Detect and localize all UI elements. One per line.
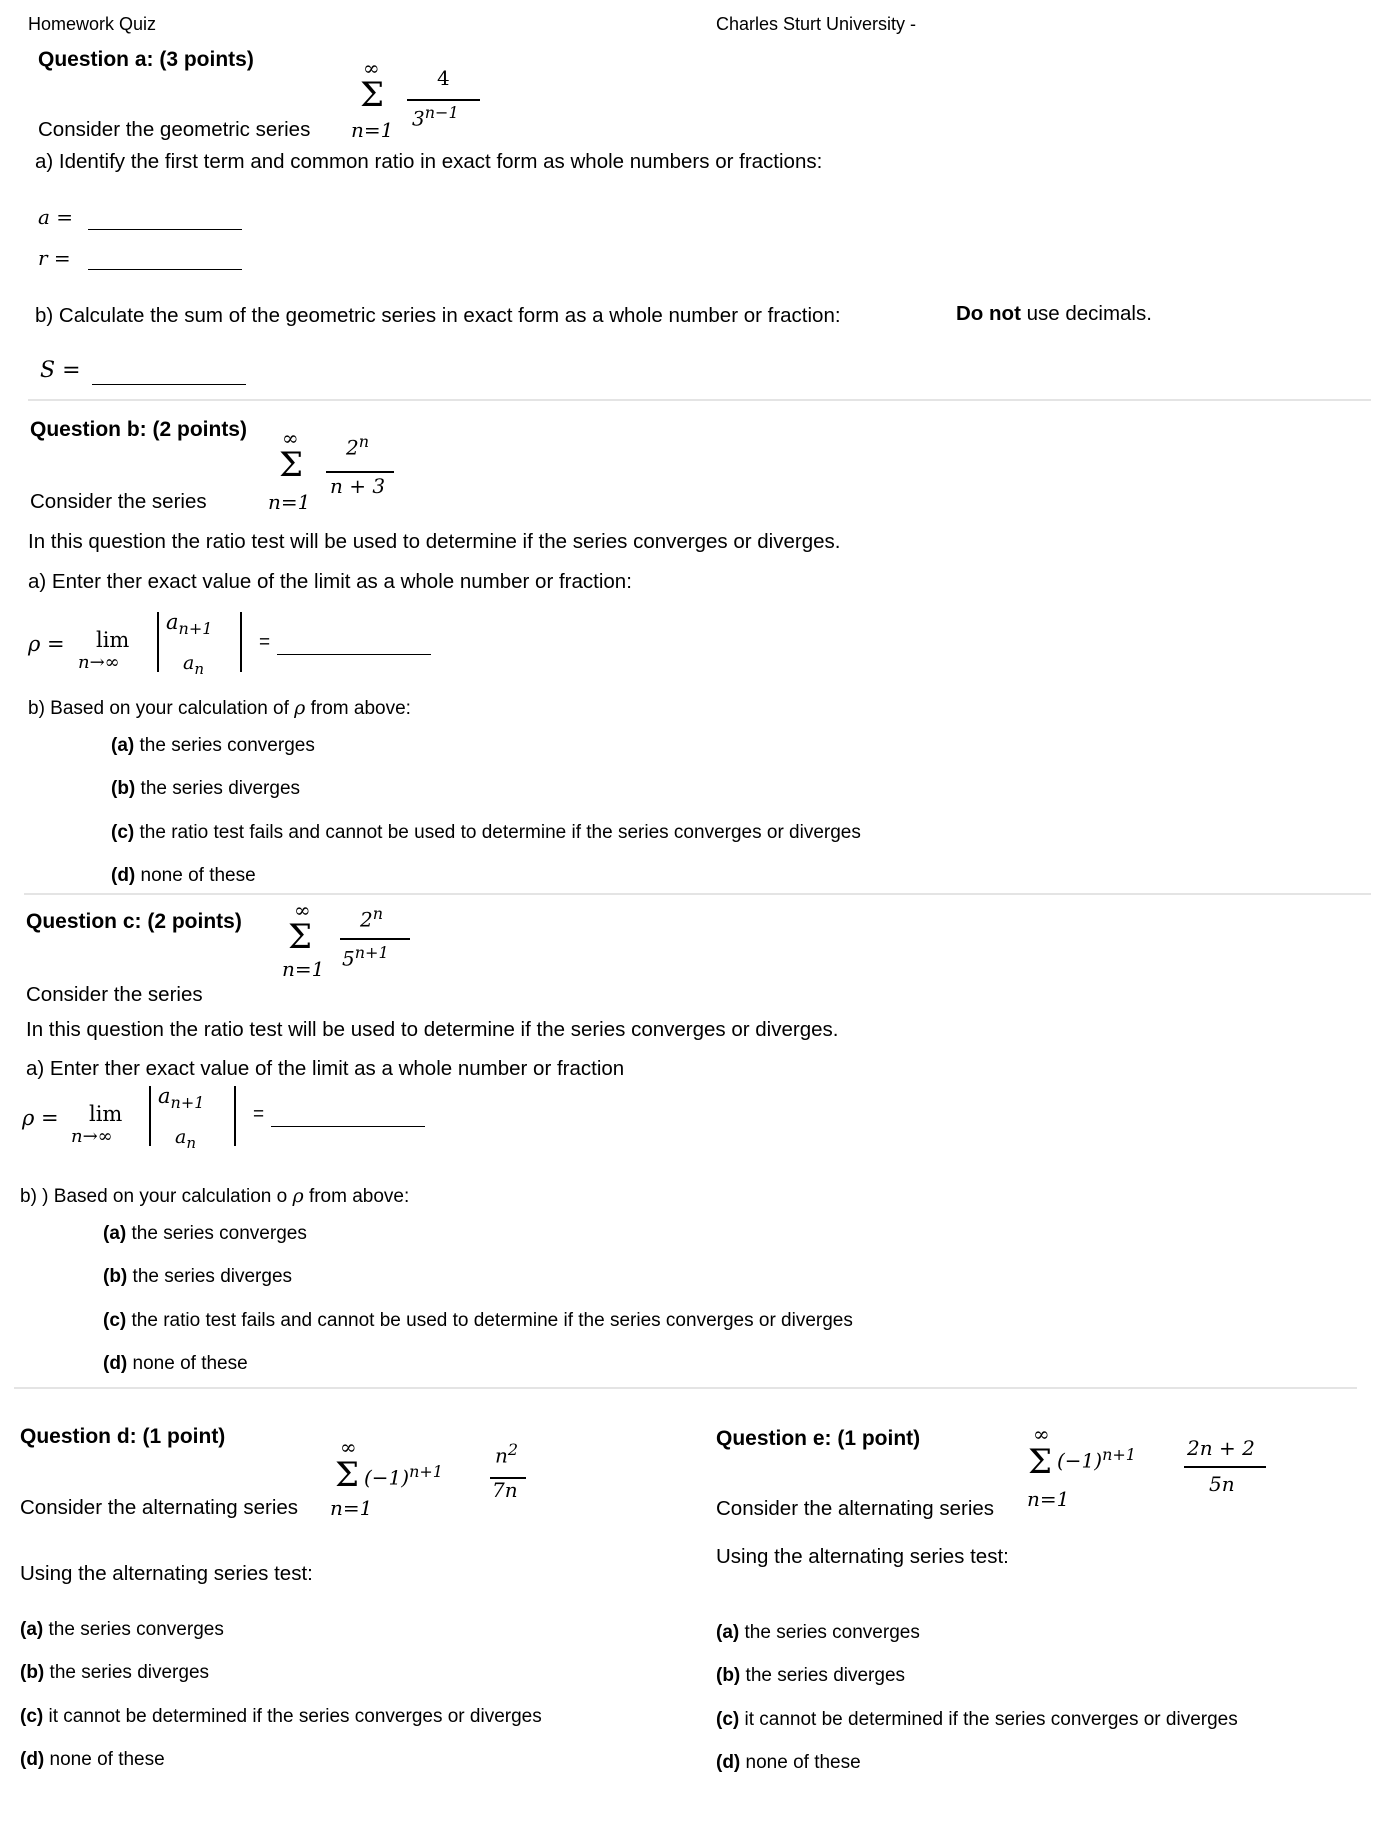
option-letter: (a) — [103, 1223, 127, 1244]
divider — [14, 1387, 1357, 1389]
option-letter: (d) — [103, 1353, 128, 1374]
option-a[interactable] — [716, 1622, 920, 1644]
sum-lower-limit: n=1 — [282, 957, 325, 981]
option-text: the series converges — [43, 1619, 224, 1640]
option-text: none of these — [135, 865, 256, 886]
option-b[interactable] — [20, 1662, 209, 1684]
alternating-factor: $(-1)^{n+1}$ — [364, 1462, 443, 1490]
divider — [24, 893, 1371, 895]
question-e-title: Question e: (1 point) — [716, 1427, 921, 1450]
fraction-line — [326, 471, 394, 473]
sum-upper-limit: ∞ — [363, 56, 380, 80]
option-b[interactable] — [716, 1665, 905, 1687]
sum-lower-limit: n=1 — [268, 490, 311, 514]
series-numerator: 2$^n$ — [360, 904, 384, 932]
option-letter: (a) — [20, 1619, 44, 1640]
option-letter: (a) — [716, 1622, 740, 1643]
series-denominator: 5n — [1209, 1472, 1235, 1496]
part-b-instruction — [28, 697, 411, 720]
option-text: the ratio test fails and cannot be used to determine if the series converges or diverges — [134, 822, 861, 843]
option-text: the series converges — [134, 735, 315, 756]
abs-bar-right — [234, 1086, 236, 1146]
option-text: it cannot be determined if the series converges or diverges — [43, 1706, 542, 1727]
ratio-numerator: $a_{n+1}$ — [166, 610, 213, 639]
part-b-post: from above: — [303, 1186, 410, 1207]
option-b[interactable] — [111, 778, 300, 800]
option-text: none of these — [127, 1353, 248, 1374]
abs-bar-left — [149, 1086, 151, 1146]
lim-subscript: n→∞ — [78, 652, 120, 673]
sum-lower-limit: n=1 — [330, 1496, 373, 1520]
header-left: Homework Quiz — [28, 14, 157, 34]
alternating-factor: $(-1)^{n+1}$ — [1057, 1445, 1136, 1473]
part-a-instruction: a) Enter ther exact value of the limit as a whole number or fraction: — [28, 570, 632, 593]
part-b-instruction — [20, 1185, 409, 1208]
series-denominator: 7n — [492, 1478, 518, 1502]
series-numerator: 2n + 2 — [1187, 1436, 1255, 1460]
header-right: Charles Sturt University - — [716, 14, 917, 34]
sigma-symbol: Σ — [279, 445, 304, 485]
option-c[interactable] — [716, 1709, 1238, 1731]
option-letter: (b) — [20, 1662, 45, 1683]
first-term-label: a = — [38, 205, 74, 229]
sum-lower-limit: n=1 — [1027, 1487, 1070, 1511]
option-letter: (d) — [20, 1749, 45, 1770]
first-term-input[interactable] — [88, 203, 242, 230]
option-text: the series diverges — [135, 778, 301, 799]
fraction-line — [340, 938, 410, 940]
option-letter: (b) — [111, 778, 136, 799]
part-b-pre: b) ) Based on your calculation o — [20, 1186, 293, 1207]
fraction-line — [1184, 1466, 1266, 1468]
sigma-symbol: Σ — [288, 917, 313, 957]
series-intro: Consider the series — [30, 490, 207, 513]
ratio-denominator: $a_n$ — [183, 652, 204, 678]
option-a[interactable] — [20, 1619, 224, 1641]
part-a-instruction: a) Enter ther exact value of the limit as a whole number or fraction — [26, 1057, 625, 1080]
option-letter: (c) — [111, 822, 135, 843]
divider — [28, 399, 1371, 401]
option-a[interactable] — [111, 735, 315, 757]
series-numerator: 2$^n$ — [346, 432, 370, 460]
option-d[interactable] — [20, 1749, 165, 1771]
series-intro: Consider the alternating series — [20, 1496, 299, 1519]
series-intro: Consider the geometric series — [38, 118, 311, 141]
option-text: the series diverges — [740, 1665, 906, 1686]
abs-bar-left — [157, 612, 159, 672]
rho-symbol: ρ — [292, 1185, 304, 1207]
option-letter: (c) — [20, 1706, 44, 1727]
option-d[interactable] — [103, 1353, 248, 1375]
part-b-pre: b) Based on your calculation of — [28, 698, 295, 719]
option-b[interactable] — [103, 1266, 292, 1288]
option-d[interactable] — [716, 1752, 861, 1774]
option-letter: (b) — [716, 1665, 741, 1686]
option-d[interactable] — [111, 865, 256, 887]
rho-label: ρ = — [22, 1106, 59, 1130]
equals-sign: = — [253, 1104, 265, 1125]
sum-input[interactable] — [92, 358, 246, 385]
sum-upper-limit: ∞ — [282, 426, 299, 450]
no-decimals-note — [956, 302, 1152, 326]
part-b-instruction: b) Calculate the sum of the geometric series in exact form as a whole number or fraction: — [35, 304, 841, 327]
lim-subscript: n→∞ — [71, 1126, 113, 1147]
note-bold: Do not — [956, 302, 1021, 325]
sum-upper-limit: ∞ — [1033, 1422, 1050, 1446]
rho-label: ρ = — [28, 632, 65, 656]
rho-symbol: ρ — [294, 697, 306, 719]
fraction-line — [407, 99, 480, 101]
part-a-instruction: a) Identify the first term and common ratio in exact form as whole numbers or fractions: — [35, 150, 823, 173]
ratio-test-description: In this question the ratio test will be used to determine if the series converges or diverges. — [26, 1018, 839, 1041]
option-letter: (d) — [111, 865, 136, 886]
series-denominator: $3^{n-1}$ — [412, 103, 459, 131]
option-letter: (c) — [716, 1709, 740, 1730]
sigma-symbol: Σ — [360, 75, 385, 115]
test-instruction: Using the alternating series test: — [20, 1562, 313, 1585]
option-text: the ratio test fails and cannot be used to determine if the series converges or diverges — [126, 1310, 853, 1331]
common-ratio-label: r = — [38, 246, 71, 270]
ratio-denominator: $a_n$ — [175, 1126, 196, 1152]
series-intro: Consider the alternating series — [716, 1497, 995, 1520]
sigma-symbol: Σ — [335, 1455, 360, 1495]
sum-upper-limit: ∞ — [294, 898, 311, 922]
series-denominator: $5^{n+1}$ — [342, 943, 389, 971]
test-instruction: Using the alternating series test: — [716, 1545, 1009, 1568]
question-b-title: Question b: (2 points) — [30, 418, 247, 441]
question-a-title: Question a: (3 points) — [38, 48, 254, 71]
question-c-title: Question c: (2 points) — [26, 910, 242, 933]
option-a[interactable] — [103, 1223, 307, 1245]
part-b-post: from above: — [305, 698, 411, 719]
series-numerator: $n^2$ — [495, 1440, 519, 1468]
option-letter: (b) — [103, 1266, 128, 1287]
series-numerator: 4 — [437, 66, 450, 90]
common-ratio-input[interactable] — [88, 243, 242, 270]
option-c[interactable] — [20, 1706, 542, 1728]
sum-label: S = — [40, 358, 81, 383]
option-text: it cannot be determined if the series converges or diverges — [739, 1709, 1238, 1730]
option-text: none of these — [740, 1752, 861, 1773]
option-text: the series converges — [126, 1223, 307, 1244]
option-c[interactable] — [103, 1310, 853, 1332]
equals-sign: = — [259, 632, 271, 653]
option-text: the series diverges — [127, 1266, 293, 1287]
series-intro: Consider the series — [26, 983, 203, 1006]
option-text: the series diverges — [44, 1662, 210, 1683]
option-letter: (c) — [103, 1310, 127, 1331]
sigma-symbol: Σ — [1028, 1442, 1053, 1482]
option-text: the series converges — [739, 1622, 920, 1643]
ratio-numerator: $a_{n+1}$ — [158, 1084, 205, 1113]
lim-operator: lim — [89, 1102, 123, 1126]
limit-input[interactable] — [271, 1100, 425, 1127]
sum-lower-limit: n=1 — [351, 118, 394, 142]
option-c[interactable] — [111, 822, 861, 844]
option-letter: (a) — [111, 735, 135, 756]
question-d-title: Question d: (1 point) — [20, 1425, 226, 1448]
option-letter: (d) — [716, 1752, 741, 1773]
lim-operator: lim — [96, 628, 130, 652]
abs-bar-right — [240, 612, 242, 672]
option-text: none of these — [44, 1749, 165, 1770]
series-denominator: n + 3 — [330, 474, 386, 498]
limit-input[interactable] — [277, 628, 431, 655]
sum-upper-limit: ∞ — [340, 1435, 357, 1459]
note-rest: use decimals. — [1020, 302, 1152, 325]
ratio-test-description: In this question the ratio test will be used to determine if the series converges or diverges. — [28, 530, 841, 553]
